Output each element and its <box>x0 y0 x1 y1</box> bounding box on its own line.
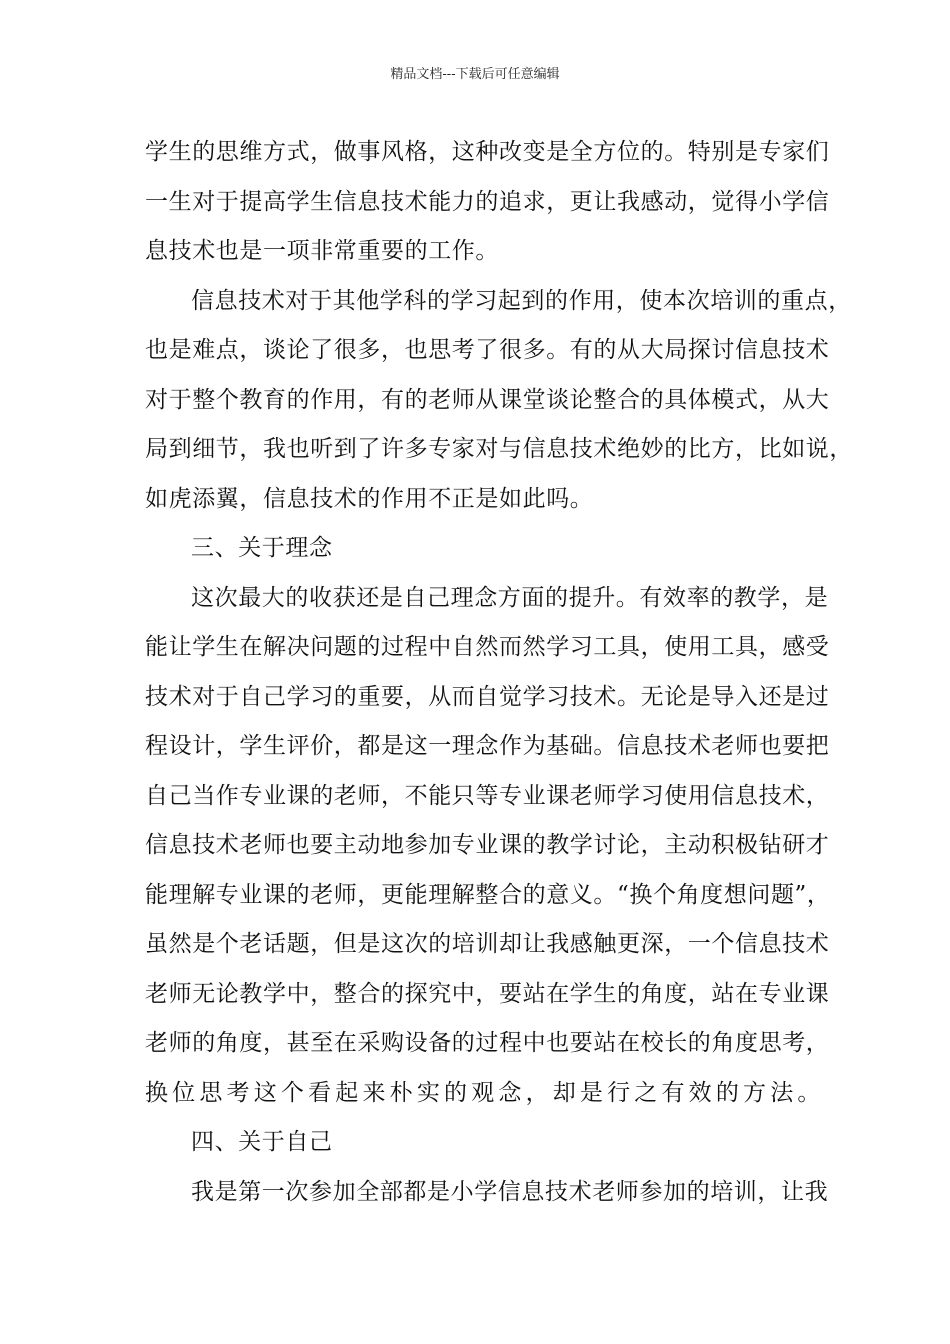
document-body <box>145 128 853 1217</box>
text-line: 一生对于提高学生信息技术能力的追求，更让我感动，觉得小学信 <box>145 188 830 215</box>
text-line: 换位思考这个看起来朴实的观念，却是行之有效的方法。 <box>145 1079 825 1106</box>
page-header: 精品文档---下载后可任意编辑 <box>390 67 560 82</box>
text-line: 老师的角度，甚至在采购设备的过程中也要站在校长的角度思考， <box>145 1030 830 1056</box>
text-line: 学生的思维方式，做事风格，这种改变是全方位的。特别是专家们 <box>145 139 830 165</box>
text-line: 四、关于自己 <box>191 1129 333 1155</box>
text-line: 程设计，学生评价，都是这一理念作为基础。信息技术老师也要把 <box>145 733 830 759</box>
text-line: 如虎添翼，信息技术的作用不正是如此吗。 <box>145 485 594 512</box>
text-line: 老师无论教学中，整合的探究中，要站在学生的角度，站在专业课 <box>145 980 830 1007</box>
text-line: 局到细节，我也听到了许多专家对与信息技术绝妙的比方，比如说， <box>145 436 853 462</box>
text-line: 自己当作专业课的老师，不能只等专业课老师学习使用信息技术， <box>145 782 830 809</box>
text-line: 能让学生在解决问题的过程中自然而然学习工具，使用工具，感受 <box>145 634 830 660</box>
text-line: 三、关于理念 <box>191 535 333 561</box>
text-line: 信息技术老师也要主动地参加专业课的教学讨论，主动积极钻研才 <box>145 832 830 858</box>
text-line: 也是难点，谈论了很多，也思考了很多。有的从大局探讨信息技术 <box>145 337 830 363</box>
text-line: 能理解专业课的老师，更能理解整合的意义。“换个角度想问题”， <box>145 881 831 908</box>
text-line: 对于整个教育的作用，有的老师从课堂谈论整合的具体模式，从大 <box>145 386 830 413</box>
text-line: 息技术也是一项非常重要的工作。 <box>145 238 499 264</box>
text-line: 信息技术对于其他学科的学习起到的作用，使本次培训的重点， <box>191 287 852 314</box>
text-line: 虽然是个老话题，但是这次的培训却让我感触更深，一个信息技术 <box>145 931 830 957</box>
text-line: 这次最大的收获还是自己理念方面的提升。有效率的教学，是 <box>191 584 829 611</box>
text-line: 我是第一次参加全部都是小学信息技术老师参加的培训，让我 <box>191 1178 829 1205</box>
text-line: 技术对于自己学习的重要，从而自觉学习技术。无论是导入还是过 <box>145 683 830 710</box>
